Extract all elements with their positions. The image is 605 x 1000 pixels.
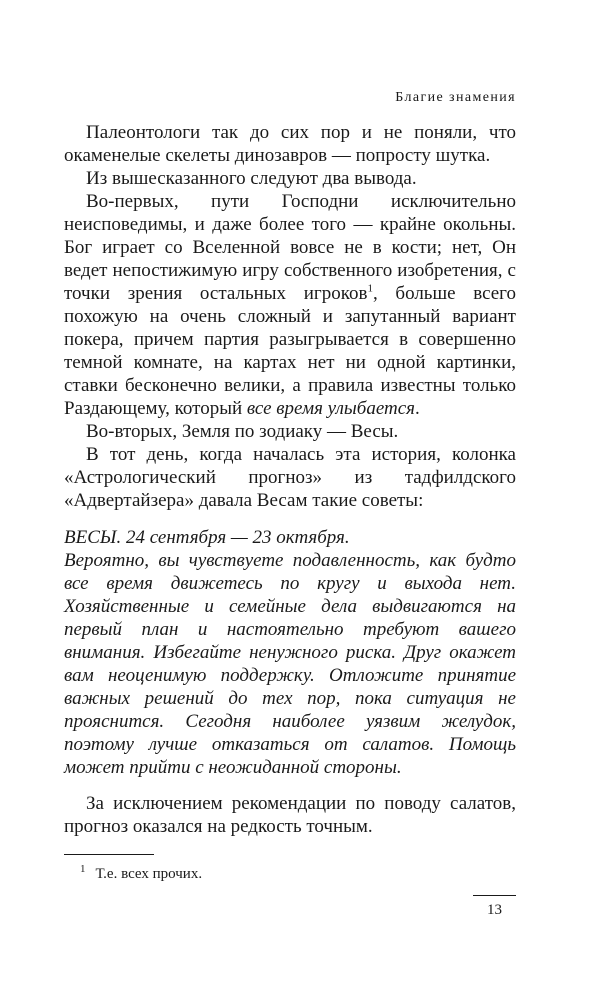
paragraph-two-conclusions: Из вышесказанного следуют два вывода. — [86, 168, 417, 189]
paragraph-first-conclusion — [64, 190, 516, 420]
paragraph-horoscope-intro: В тот день, когда началась эта история, колонка «Астрологический прогноз» из тадфилдского «Адвертайзера» давала Весам такие советы: — [64, 444, 516, 511]
footnote-reference: 1 — [367, 282, 373, 295]
footnote-rule — [64, 854, 154, 855]
paragraph-paleontologists: Палеонтологи так до сих пор и не поняли, что окаменелые скелеты динозавров — попросту шутка. — [64, 122, 516, 166]
page-number: 13 — [487, 902, 502, 918]
paragraph-first-part: Во-первых, пути Господни исключительно неисповедимы, и даже более того — крайне окольны. Бог играет со Вселенной вовсе не в кости; нет, Он ведет непостижимую игру собственного изобретения, с точки зрения остальных игроков — [64, 191, 516, 304]
paragraph-first-continuation: , больше всего похожую на очень сложный и запутанный вариант покера, причем партия разыгрывается в совершенно темной комнате, на картах нет ни одной картинки, ставки бесконечно велики, а правила известны только Раздающему, который — [64, 283, 517, 419]
paragraph-first-end: . — [414, 398, 420, 419]
page-number-rule — [473, 895, 516, 896]
footnote — [80, 863, 202, 883]
paragraph-closing: За исключением рекомендации по поводу салатов, прогноз оказался на редкость точным. — [64, 793, 516, 837]
horoscope-heading: ВЕСЫ. 24 сентября — 23 октября. — [64, 527, 350, 548]
italic-phrase: все время улыбается — [246, 398, 415, 419]
footnote-mark: 1 — [80, 863, 86, 875]
horoscope-quote — [64, 526, 516, 779]
footnote-text: Т.е. всех прочих. — [95, 866, 203, 882]
body-text — [64, 121, 516, 838]
horoscope-text: Вероятно, вы чувствуете подавленность, как будто все время движетесь по кругу и выхода нет. Хозяйственные и семейные дела выдвигаются на первый план и настоятельно требуют вашего внимания. Избегайте ненужного риска. Друг окажет вам неоценимую поддержку. Отложите принятие важных решений до тех пор, пока ситуация не прояснится. Сегодня наиболее уязвим желудок, поэтому лучше отказаться от салатов. Помощь может прийти с неожиданной стороны. — [64, 550, 516, 778]
paragraph-second-conclusion: Во-вторых, Земля по зодиаку — Весы. — [86, 421, 399, 442]
running-head: Благие знамения — [395, 90, 516, 105]
